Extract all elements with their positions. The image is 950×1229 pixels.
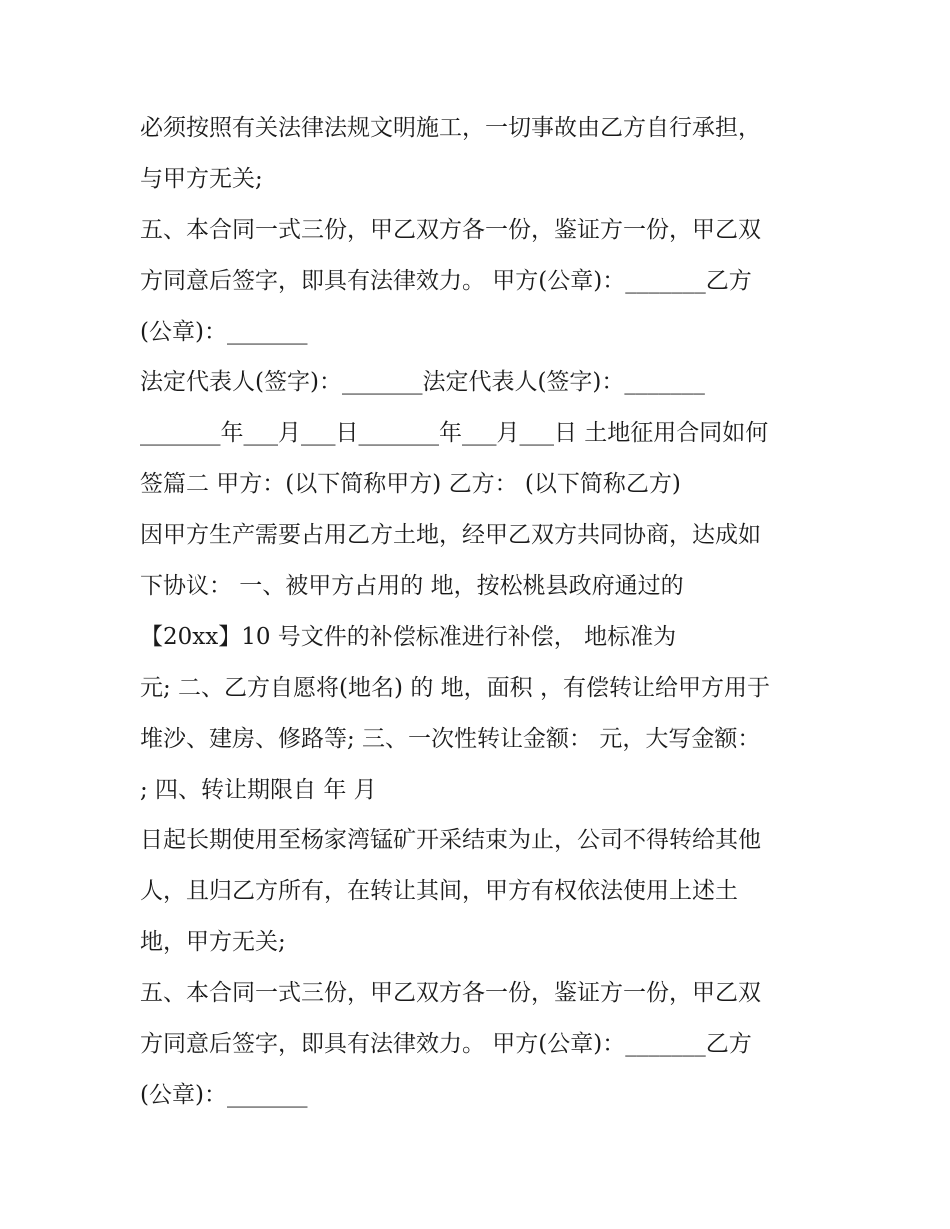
contract-text bbox=[140, 103, 830, 1121]
text-line: 堆沙、建房、修路等; 三、一次性转让金额： 元，大写金额： bbox=[140, 725, 761, 752]
text-line: 方同意后签字，即具有法律效力。 甲方(公章)：_______乙方 bbox=[140, 1031, 752, 1058]
text-line: (公章)：_______ bbox=[140, 1081, 308, 1108]
text-line: 必须按照有关法律法规文明施工，一切事故由乙方自行承担， bbox=[140, 115, 761, 141]
text-line: 因甲方生产需要占用乙方土地，经甲乙双方共同协商，达成如 bbox=[140, 522, 761, 549]
text-line: (公章)：_______ bbox=[140, 318, 308, 345]
text-line: 法定代表人(签字)：_______法定代表人(签字)：_______ bbox=[140, 369, 705, 396]
text-line: 方同意后签字，即具有法律效力。 甲方(公章)：_______乙方 bbox=[140, 267, 752, 294]
text-line: 日起长期使用至杨家湾锰矿开采结束为止，公司不得转给其他 bbox=[140, 827, 761, 854]
text-line: 人，且归乙方所有，在转让其间，甲方有权依法使用上述土 bbox=[140, 878, 738, 905]
text-line: 地，甲方无关; bbox=[140, 929, 286, 956]
text-line: ; 四、转让期限自 年 月 bbox=[140, 776, 377, 803]
text-line: 签篇二 甲方：(以下简称甲方) 乙方： (以下简称乙方) bbox=[140, 471, 681, 498]
text-line: 【20xx】10 号文件的补偿标准进行补偿， 地标准为 bbox=[140, 623, 677, 650]
text-line: _______年___月___日_______年___月___日 土地征用合同如何 bbox=[140, 420, 769, 447]
text-line: 五、本合同一式三份，甲乙双方各一份，鉴证方一份，甲乙双 bbox=[140, 216, 761, 243]
text-line: 五、本合同一式三份，甲乙双方各一份，鉴证方一份，甲乙双 bbox=[140, 980, 761, 1007]
text-line: 与甲方无关; bbox=[140, 165, 263, 192]
text-line: 下协议： 一、被甲方占用的 地，按松桃县政府通过的 bbox=[140, 573, 684, 600]
text-line: 元; 二、乙方自愿将(地名) 的 地，面积 ，有偿转让给甲方用于 bbox=[140, 674, 770, 701]
